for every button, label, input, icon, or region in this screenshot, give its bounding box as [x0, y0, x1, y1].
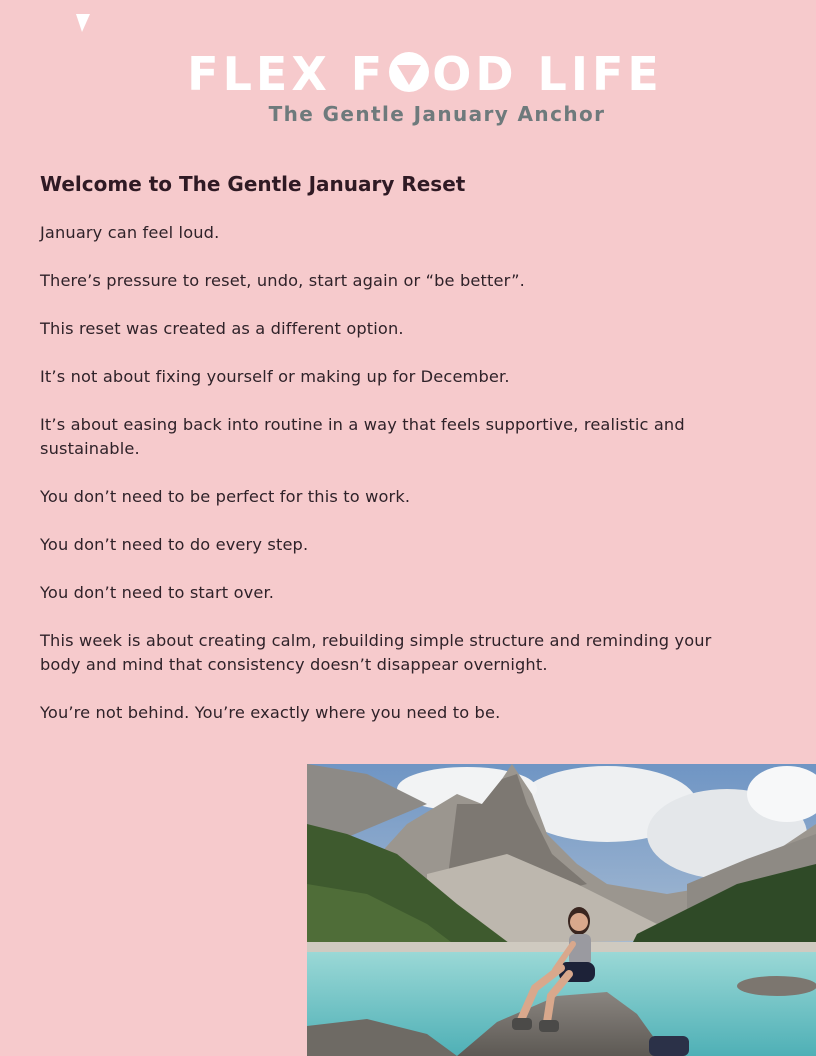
brand-logo [0, 42, 816, 102]
paragraph: You don’t need to start over. [40, 583, 275, 602]
page-subtitle: The Gentle January Anchor [268, 102, 606, 126]
logo-text-right: OD LIFE [432, 46, 663, 101]
paragraph: You’re not behind. You’re exactly where you need to be. [40, 703, 501, 722]
paragraph: It’s about easing back into routine in a way that feels supportive, realistic and sustainable. [40, 415, 685, 458]
lake-mountain-photo [307, 764, 816, 1056]
paragraph: It’s not about fixing yourself or making up for December. [40, 367, 510, 386]
article [40, 170, 740, 749]
photo-illustration [307, 764, 816, 1056]
paragraph: You don’t need to do every step. [40, 535, 309, 554]
paragraph: This reset was created as a different option. [40, 319, 404, 338]
paragraph: January can feel loud. [40, 223, 220, 242]
paragraph: This week is about creating calm, rebuilding simple structure and reminding your body and mind that consistency doesn’t disappear overnight. [40, 631, 712, 674]
paragraph: You don’t need to be perfect for this to work. [40, 487, 411, 506]
plate-icon [388, 51, 430, 93]
corner-triangle-icon [74, 12, 92, 34]
logo-text-left: FLEX F [187, 46, 387, 101]
paragraph: There’s pressure to reset, undo, start again or “be better”. [40, 271, 525, 290]
article-heading: Welcome to The Gentle January Reset [40, 172, 466, 196]
